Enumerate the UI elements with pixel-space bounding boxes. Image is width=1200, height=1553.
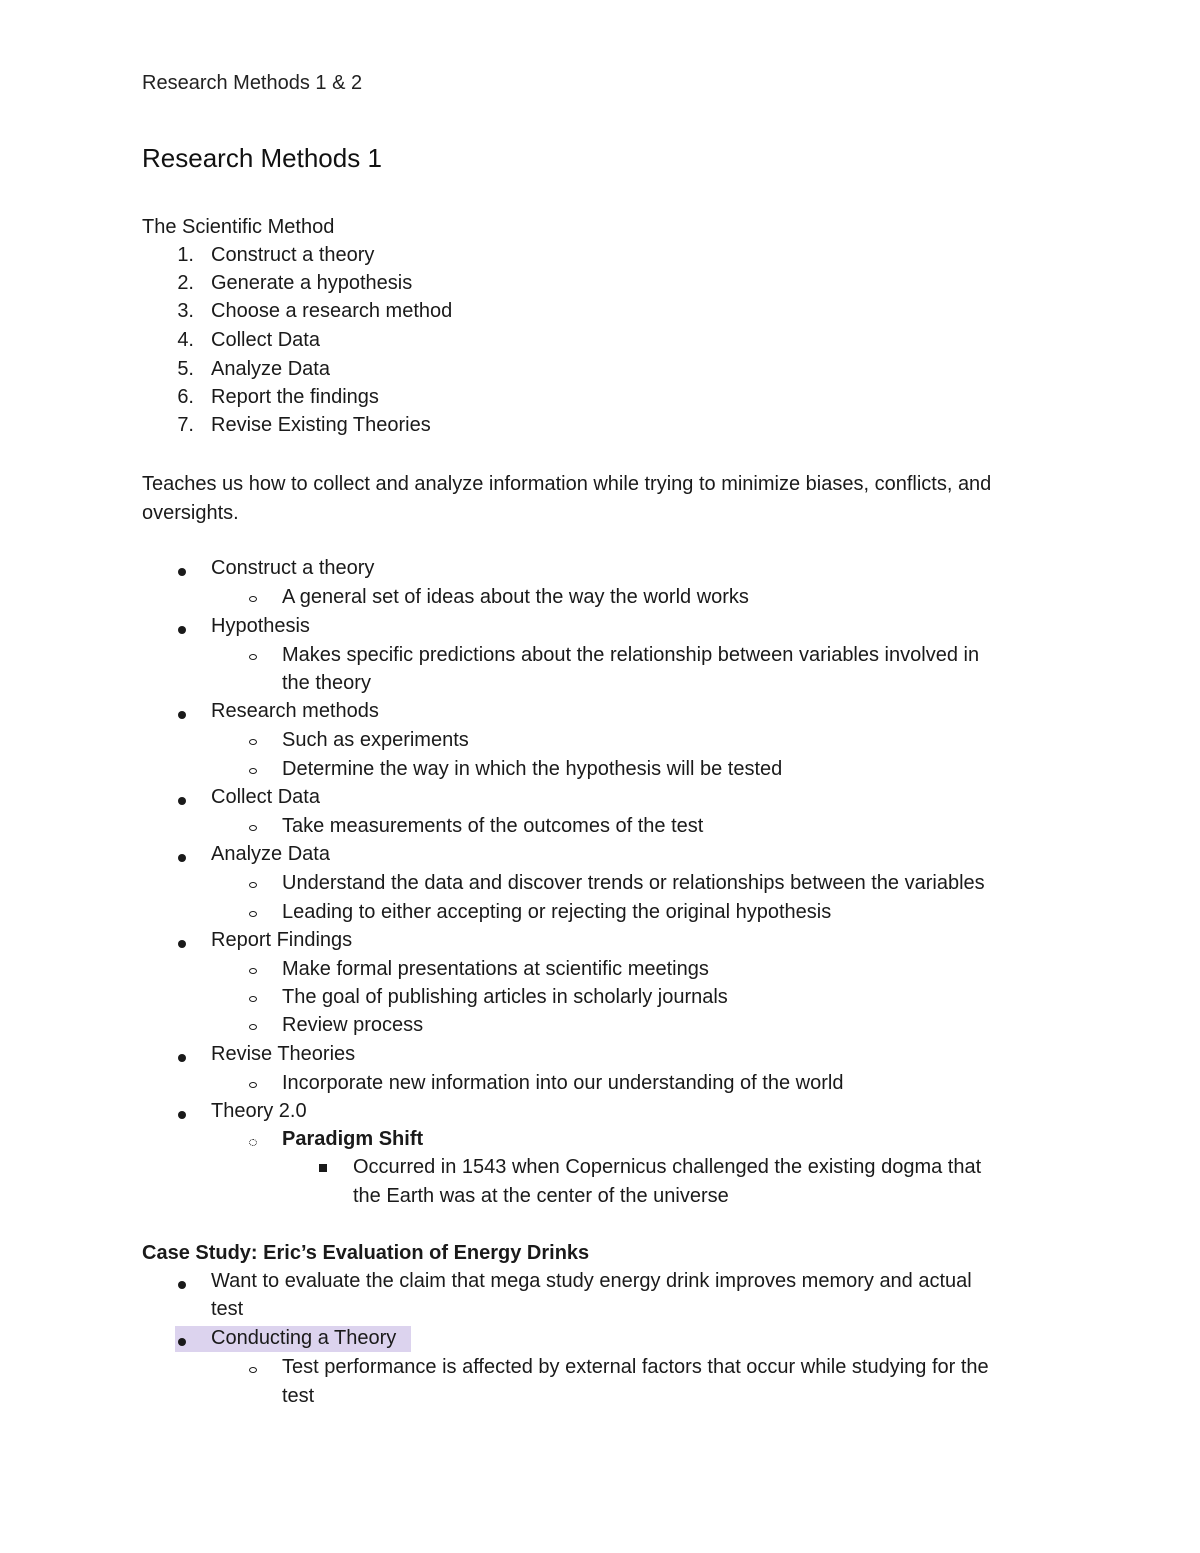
sub-bullet-text: A general set of ideas about the way the world works (282, 586, 749, 608)
circle-bullet-icon (249, 882, 257, 888)
square-bullet-icon (319, 1164, 327, 1172)
sub-bullet-text: Test performance is affected by external factors that occur while studying for the (282, 1356, 989, 1378)
circle-bullet-icon (249, 968, 257, 974)
sub-bullet-text: Such as experiments (282, 729, 469, 751)
dotted-circle-bullet-icon (249, 1139, 257, 1146)
circle-bullet-icon (249, 739, 257, 745)
bullet-label: Report Findings (211, 929, 353, 951)
sub-bullet-text: The goal of publishing articles in scholarly journals (282, 986, 728, 1008)
summary-paragraph: Teaches us how to collect and analyze information while trying to minimize biases, conflicts, and oversights. (142, 473, 992, 524)
circle-bullet-icon (249, 654, 257, 660)
bullet-icon (178, 1281, 186, 1289)
bullet-label: Revise Theories (211, 1043, 356, 1065)
circle-bullet-icon (249, 996, 257, 1002)
bullet-label: Analyze Data (211, 843, 330, 865)
document-header: Research Methods 1 & 2 (142, 72, 363, 94)
bullet-label: Hypothesis (211, 615, 310, 637)
sub-bullet-text: Review process (282, 1014, 424, 1036)
bullet-icon (178, 626, 186, 634)
sub-bullet-text: Incorporate new information into our understanding of the world (282, 1072, 844, 1094)
list-heading: The Scientific Method (142, 216, 335, 238)
sub-bullet-text: Leading to either accepting or rejecting the original hypothesis (282, 901, 832, 923)
bullet-label: Collect Data (211, 786, 320, 808)
sub-bullet-text-continued: the theory (282, 672, 371, 694)
section-title: Research Methods 1 (142, 143, 382, 173)
circle-bullet-icon (249, 825, 257, 831)
bullet-label: Theory 2.0 (211, 1100, 307, 1122)
case-study-item: Want to evaluate the claim that mega study energy drink improves memory and actual (211, 1270, 972, 1292)
sub-bullet-text: Make formal presentations at scientific meetings (282, 958, 709, 980)
bullet-label: Research methods (211, 700, 379, 722)
circle-bullet-icon (249, 1367, 257, 1373)
circle-bullet-icon (249, 596, 257, 602)
circle-bullet-icon (249, 768, 257, 774)
sub-bullet-text: Understand the data and discover trends or relationships between the variables (282, 872, 985, 894)
sub-bullet-text: Makes specific predictions about the relationship between variables involved in (282, 644, 980, 666)
bullet-icon (178, 797, 186, 805)
sub-bullet-text-continued: test (282, 1385, 315, 1407)
list-item: 4. Collect Data (177, 329, 320, 351)
case-study-title: Case Study: Eric’s Evaluation of Energy Drinks (142, 1242, 590, 1264)
sub-bullet-bold-text: Paradigm Shift (282, 1128, 424, 1150)
case-study-item-continued: test (211, 1298, 244, 1320)
bullet-icon (178, 711, 186, 719)
circle-bullet-icon (249, 1024, 257, 1030)
sub-bullet-text: Determine the way in which the hypothesis will be tested (282, 758, 783, 780)
bullet-icon (178, 854, 186, 862)
bullet-icon (178, 940, 186, 948)
bullet-icon (178, 1054, 186, 1062)
bullet-label: Construct a theory (211, 557, 375, 579)
circle-bullet-icon (249, 911, 257, 917)
list-item: 2. Generate a hypothesis (177, 272, 413, 294)
deep-bullet-text-continued: the Earth was at the center of the universe (353, 1185, 729, 1207)
list-item: 3. Choose a research method (177, 300, 453, 322)
list-item: 7. Revise Existing Theories (177, 414, 431, 436)
list-item: 5. Analyze Data (177, 358, 330, 380)
case-study-item-highlighted: Conducting a Theory (211, 1327, 397, 1349)
sub-bullet-text: Take measurements of the outcomes of the test (282, 815, 704, 837)
circle-bullet-icon (249, 1082, 257, 1088)
deep-bullet-text: Occurred in 1543 when Copernicus challenged the existing dogma that (353, 1156, 982, 1178)
list-item: 6. Report the findings (177, 386, 379, 408)
list-item: 1. Construct a theory (177, 244, 375, 266)
bullet-icon (178, 1338, 186, 1346)
bullet-icon (178, 568, 186, 576)
bullet-icon (178, 1111, 186, 1119)
